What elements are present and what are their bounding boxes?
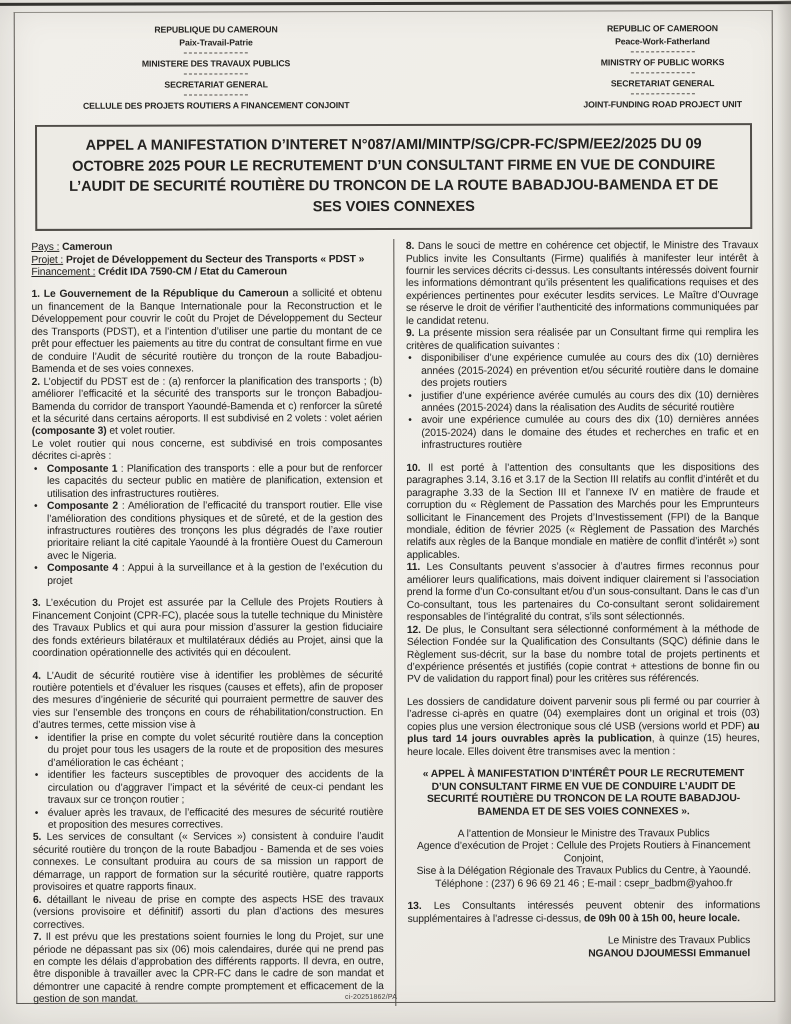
bullet-text xyxy=(421,390,759,416)
text-segment: a sollicité et obtenu un financement de la Banque Internationale pour la Reconstruction et le Développement pour couvrir le coût du Projet de Développement du Secteur des Transports (PDST), et a l’intention d’utiliser une partie du montant de ce prêt pour effectuer les paiements au titre du contrat de consultant firme en vue de conduire l’Audit de sécurité routière du tronçon de la route Babadjou-Bamenda et de ses voies connexes. xyxy=(31,288,383,376)
paragraph-12 xyxy=(407,624,760,687)
text-segment: , à quinze (15) heures, heure locale. Elles doivent être transmises avec la mention : xyxy=(407,733,760,758)
document-frame xyxy=(14,10,776,1004)
bullet-icon: • xyxy=(408,353,412,365)
text-segment: Sise à la Délégation Régionale des Travaux Publics du Centre, à Yaoundé. xyxy=(416,865,751,878)
left-column xyxy=(19,239,396,1007)
footer-reference: ci-20251862/PA xyxy=(345,994,398,1001)
text-segment: et volet routier. xyxy=(106,425,176,438)
ministry-line-fr: MINISTERE DES TRAVAUX PUBLICS xyxy=(141,58,291,69)
text-segment: disponibiliser d’une expérience cumulée au cours des dix (10) dernières années (2015-2024) en prévention et/ou sécurité routière dans le domaine des projets routiers xyxy=(421,352,759,389)
republic-line-fr: REPUBLIQUE DU CAMEROUN xyxy=(154,24,278,35)
scan-edge-shading xyxy=(777,0,791,1024)
text-segment: 2. xyxy=(31,376,41,388)
project-line xyxy=(31,254,382,267)
letterhead-english xyxy=(583,23,742,112)
text-segment: Cameroun xyxy=(62,241,113,253)
scan-edge-artifact xyxy=(0,1,791,6)
motto-line-en: Peace-Work-Fatherland xyxy=(615,36,710,47)
text-segment: La présente mission sera réalisée par un Consultant firme qui remplira les critères de qualification suivantes : xyxy=(406,327,759,352)
secretariat-line-en: SECRETARIAT GENERAL xyxy=(610,77,715,89)
bullet-text xyxy=(48,769,384,807)
text-segment: 1. Le Gouvernement de la République du Cameroun xyxy=(31,288,289,301)
text-segment: Les dossiers de candidature doivent parvenir sous pli fermé ou par courrier à l’adresse ci-après en quatre (04) exemplaires dont un original et trois (03) copies plus une version électronique sous clé USB (versions world et PDF) xyxy=(406,695,760,733)
paragraph-2 xyxy=(32,376,383,439)
bullet-text xyxy=(48,807,384,833)
address-location xyxy=(407,865,760,878)
text-segment: L’exécution du Projet est assurée par la Cellule des Projets Routiers à Financement Conjoint (CPR-FC), placée sous la tutelle technique du Ministère des Travaux Publics et qui aura pour mission d’assurer la gestion fiduciaire des fonds extérieurs bilatéraux et multilatéraux dédiés au Projet, ainsi que la coordination opérationnelle des activités qui en découlent. xyxy=(32,597,383,660)
text-segment: 4. xyxy=(32,670,41,682)
text-segment: justifier d’une expérience avérée cumulés au cours des dix (10) dernières années (2015-2024) dans la réalisation des Audits de sécurité routière xyxy=(421,389,759,414)
dashed-separator xyxy=(631,93,695,94)
bullet-composante-1 xyxy=(32,463,383,501)
text-segment: De plus, le Consultant sera sélectionné conformément à la méthode de Sélection Fondée sur la Qualification des Consultants (SQC) définie dans le Règlement sus-décrit, sur la base du nombre total de projets pertinents et d’expérience présentés et justifiés (copie contrat + attestions de bonne fin ou PV de validation du rapport final) pour les critères sus référencés. xyxy=(406,623,760,686)
text-segment: 11. xyxy=(406,562,421,574)
bullet-icon: • xyxy=(33,463,38,475)
text-segment: NGANOU DJOUMESSI Emmanuel xyxy=(588,947,751,960)
paragraph-1 xyxy=(31,288,382,376)
motto-line-fr: Paix-Travail-Patrie xyxy=(179,37,253,48)
bullet-composante-4 xyxy=(32,562,383,588)
text-segment: avoir une expérience cumulée au cours des dix (10) dernières années (2015-2024) dans le domaine des études et recherches en trafic et en infrastructures routière xyxy=(421,414,759,452)
dashed-separator xyxy=(631,72,695,73)
text-segment: Il est prévu que les prestations soient fournies le long du Projet, sur une période ne dépassant pas six (06) mois calendaires, durée qui ne prend pas en compte les délais d’approbation des différents rapports. Il devra, en outre, être disponible à travailler avec la CPR-FC dans le cadre de son mandat et démontrer une capacité à rendre compte promptement et efficacement de la gestion de son mandat. xyxy=(33,931,384,1006)
bullet-icon: • xyxy=(34,732,39,744)
text-segment: 12. xyxy=(406,624,421,636)
bullet-icon: • xyxy=(33,501,38,513)
bullet-mission-1 xyxy=(33,732,384,770)
text-segment: Dans le souci de mettre en cohérence cet objectif, le Ministre des Travaux Publics invite les Consultants (Firme) qualifiés à manifester leur intérêt à fournir les services décrits ci-dessus. Les consultants intéressés doivent fournir les informations démontrant qu’ils présentent les qualifications requises et des expériences pertinentes pour exécuter lesdits services. Le Maître d’Ouvrage se réserve le droit de vérifier l’authenticité des informations communiquées par le candidat retenu. xyxy=(405,240,759,327)
bullet-icon: • xyxy=(34,807,39,819)
dashed-separator xyxy=(184,73,248,74)
bullet-composante-2 xyxy=(32,500,383,563)
bullet-text xyxy=(421,352,759,390)
ministry-line-en: MINISTRY OF PUBLIC WORKS xyxy=(600,56,725,68)
bullet-text xyxy=(47,463,383,501)
text-segment: 7. xyxy=(33,932,42,944)
body-columns xyxy=(19,238,770,1007)
bullet-text xyxy=(48,732,384,770)
bullet-critere-2 xyxy=(406,390,759,416)
text-segment: Les Consultants peuvent s’associer à d’autres firmes reconnus pour améliorer leurs qualifications, mais doivent indiquer clairement si l’association prend la forme d’un Co-consultant et/ou d’un sous-consultant. Dans le cas d’un Co-consultant, tous les partenaires du Co-consultant seront solidairement responsables de l’intégralité du contrat, s’ils sont sélectionnés. xyxy=(406,561,760,624)
text-segment: Composante 1 xyxy=(46,463,118,475)
bullet-icon: • xyxy=(408,415,412,427)
paragraph-10 xyxy=(406,462,759,563)
text-segment: Pays : xyxy=(31,241,60,254)
address-contact xyxy=(407,878,760,891)
text-segment: L’Audit de sécurité routière vise à identifier les problèmes de sécurité routière potentiels et d’évaluer les risques (causes et effets), afin de proposer des mesures d’ingénierie de sécurité qui pourraient permettre de sauver des vies sur l’ensemble des tronçons en cours de réhabilitation/construction. En d’autres termes, cette mission vise à xyxy=(32,669,384,732)
text-segment: 5. xyxy=(32,832,42,844)
text-segment: au plus tard 14 jours ouvrables après la publication xyxy=(407,720,760,746)
bullet-icon: • xyxy=(408,390,412,402)
text-segment: 10. xyxy=(406,462,421,474)
text-segment: identifier les facteurs susceptibles de provoquer des accidents de la circulation ou d’aggraver l’impact et la sévérité de ceux-ci pendant les travaux sur ce tronçon routier ; xyxy=(47,769,384,807)
address-agency xyxy=(407,840,760,866)
bullet-critere-3 xyxy=(406,414,759,452)
paragraph-dossiers xyxy=(407,696,760,759)
address-attention xyxy=(407,828,760,841)
text-segment: Les Consultants intéressés peuvent obtenir des informations supplémentaires à l’adresse ci-dessus, xyxy=(407,900,761,925)
text-segment: 9. xyxy=(406,328,415,340)
paragraph-9 xyxy=(406,327,759,353)
paragraph-13 xyxy=(408,900,761,926)
text-segment: Le volet routier qui nous concerne, est subdivisé en trois composantes décrites ci-après : xyxy=(31,437,383,463)
letterhead xyxy=(19,17,768,113)
text-segment: Composante 2 xyxy=(46,500,118,513)
text-segment: 13. xyxy=(407,901,422,913)
text-segment: : Amélioration de l’efficacité du transport routier. Elle vise l’amélioration des conditions physiques et de sûreté, et de la gestion des infrastructures routières des tronçons les plus dégradés de l’axe routier prioritaire reliant la cité capitale Yaoundé à la frontière Ouest du Cameroun avec le Nigeria. xyxy=(47,500,383,562)
bullet-critere-1 xyxy=(406,352,759,390)
text-segment: Crédit IDA 7590-CM / Etat du Cameroun xyxy=(98,266,288,278)
country-line xyxy=(31,241,382,254)
dashed-separator xyxy=(184,52,248,53)
signature-title xyxy=(408,935,761,948)
bullet-text xyxy=(47,500,383,563)
text-segment: Les services de consultant (« Services ») consistent à conduire l’audit sécurité routière du tronçon de la route Babadjou - Bamenda et de ses voies connexes. Le consultant produira au cours de sa mission un rapport de démarrage, un rapport de formation sur la sécurité routière, quatre rapports provisoires et quatre rapports finaux. xyxy=(32,831,384,894)
dashed-separator xyxy=(631,51,695,52)
text-segment: 8. xyxy=(405,241,415,253)
text-segment: Le Ministre des Travaux Publics xyxy=(607,935,751,947)
text-segment: « APPEL À MANIFESTATION D’INTÉRÊT POUR LE RECRUTEMENT D’UN CONSULTANT FIRME EN VUE DE CONDUIRE L’AUDIT DE SECURITÉ ROUTIÈRE DU TRONCON DE LA ROUTE BABADJOU-BAMENDA ET DE SES VOIES CONNEXES ». xyxy=(422,768,745,818)
text-segment: Projet de Développement du Secteur des Transports « PDST » xyxy=(65,253,365,266)
text-segment: Il est porté à l’attention des consultants que les dispositions des paragraphes 3.14, 3.16 et 3.17 de la Section III relatifs au conflit d’intérêt et du paragraphe 3.33 de la Section III et l’annexe IV en matière de fraude et corruption du « Règlement de Passation des Marchés pour les Emprunteurs sollicitant le Financement des Projets d’Investissement (FPI) de la Banque mondiale, édition de février 2025 (« Règlement de Passation des Marchés relatifs aux règles de la Banque mondiale en matière de conflit d’intérêt ») sont applicables. xyxy=(406,461,760,561)
bullet-mission-3 xyxy=(33,807,384,833)
bullet-icon: • xyxy=(34,563,38,575)
secretariat-line-fr: SECRETARIAT GENERAL xyxy=(164,78,268,90)
mention-block xyxy=(407,768,760,819)
text-segment: : Appui à la surveillance et à la gestion de l’exécution du projet xyxy=(47,562,383,587)
paragraph-7 xyxy=(33,931,384,1007)
text-segment: de 09h 00 à 15h 00, heure locale. xyxy=(583,912,740,925)
text-segment: Agence d’exécution de Projet : Cellule des Projets Routiers à Financement Conjoint, xyxy=(416,840,751,865)
bullet-text xyxy=(421,414,759,452)
bullet-icon: • xyxy=(34,770,39,782)
text-segment: : Planification des transports : elle a pour but de renforcer les capacités du secteur public en matière de planification, extension et utilisation des infrastructures routières. xyxy=(46,462,383,500)
bullet-mission-2 xyxy=(33,769,384,807)
text-segment: 6. xyxy=(33,894,42,906)
text-segment: Financement : xyxy=(31,266,96,278)
text-segment: 3. xyxy=(32,598,41,610)
bullet-text xyxy=(47,562,383,588)
unit-line-fr: CELLULE DES PROJETS ROUTIERS A FINANCEMENT CONJOINT xyxy=(82,99,350,111)
paragraph-4 xyxy=(32,670,383,733)
text-segment: détaillant le niveau de prise en compte des aspects HSE des travaux (versions provisoire et définitif) assorti du plan d’actions des mesures correctives. xyxy=(33,893,384,931)
signature-name xyxy=(408,948,761,961)
notice-title: APPEL A MANIFESTATION D’INTERET N°087/AMI/MINTP/SG/CPR-FC/SPM/EE2/2025 DU 09 OCTOBRE 2025 POUR LE RECRUTEMENT D’UN CONSULTANT FIRME EN VUE DE CONDUIRE L’AUDIT DE SECURITÉ ROUTIÈRE DU TRONCON DE LA ROUTE BABADJOU-BAMENDA ET DE SES VOIES CONNEXES xyxy=(35,123,752,231)
letterhead-french xyxy=(83,24,350,113)
dashed-separator xyxy=(184,94,248,95)
paragraph-11 xyxy=(407,561,760,624)
paragraph-6 xyxy=(33,894,384,932)
text-segment: identifier la prise en compte du volet sécurité routière dans la conception du projet pour tous les usagers de la route et de proposition des mesures d’amélioration le cas échéant ; xyxy=(47,731,384,769)
text-segment: Composante 4 xyxy=(47,563,119,575)
republic-line-en: REPUBLIC OF CAMEROON xyxy=(606,23,718,34)
text-segment: (composante 3) xyxy=(31,426,107,438)
paragraph-8 xyxy=(406,240,759,328)
text-segment: Téléphone : (237) 6 96 69 21 46 ; E-mail : csepr_badbm@yahoo.fr xyxy=(435,877,733,890)
right-column xyxy=(394,238,771,1006)
paragraph-3 xyxy=(32,597,383,660)
text-segment: A l’attention de Monsieur le Ministre des Travaux Publics xyxy=(457,828,710,840)
financing-line xyxy=(31,266,382,279)
text-segment: L’objectif du PDST est de : (a) renforcer la planification des transports ; (b) améliorer l’efficacité et la sécurité des transports sur le tronçon Babadjou-Bamenda du corridor de transport Yaoundé-Bamenda et c) renforcer la sûreté et la sécurité dans certains aéroports. Il est subdivisé en 2 volets : volet aérien xyxy=(31,375,383,425)
paragraph-2b xyxy=(32,438,383,464)
unit-line-en: JOINT-FUNDING ROAD PROJECT UNIT xyxy=(583,98,742,110)
text-segment: Projet : xyxy=(31,254,64,266)
paragraph-5 xyxy=(33,831,384,894)
text-segment: évaluer après les travaux, de l’efficacité des mesures de sécurité routière et proposition des mesures correctives. xyxy=(47,806,384,831)
